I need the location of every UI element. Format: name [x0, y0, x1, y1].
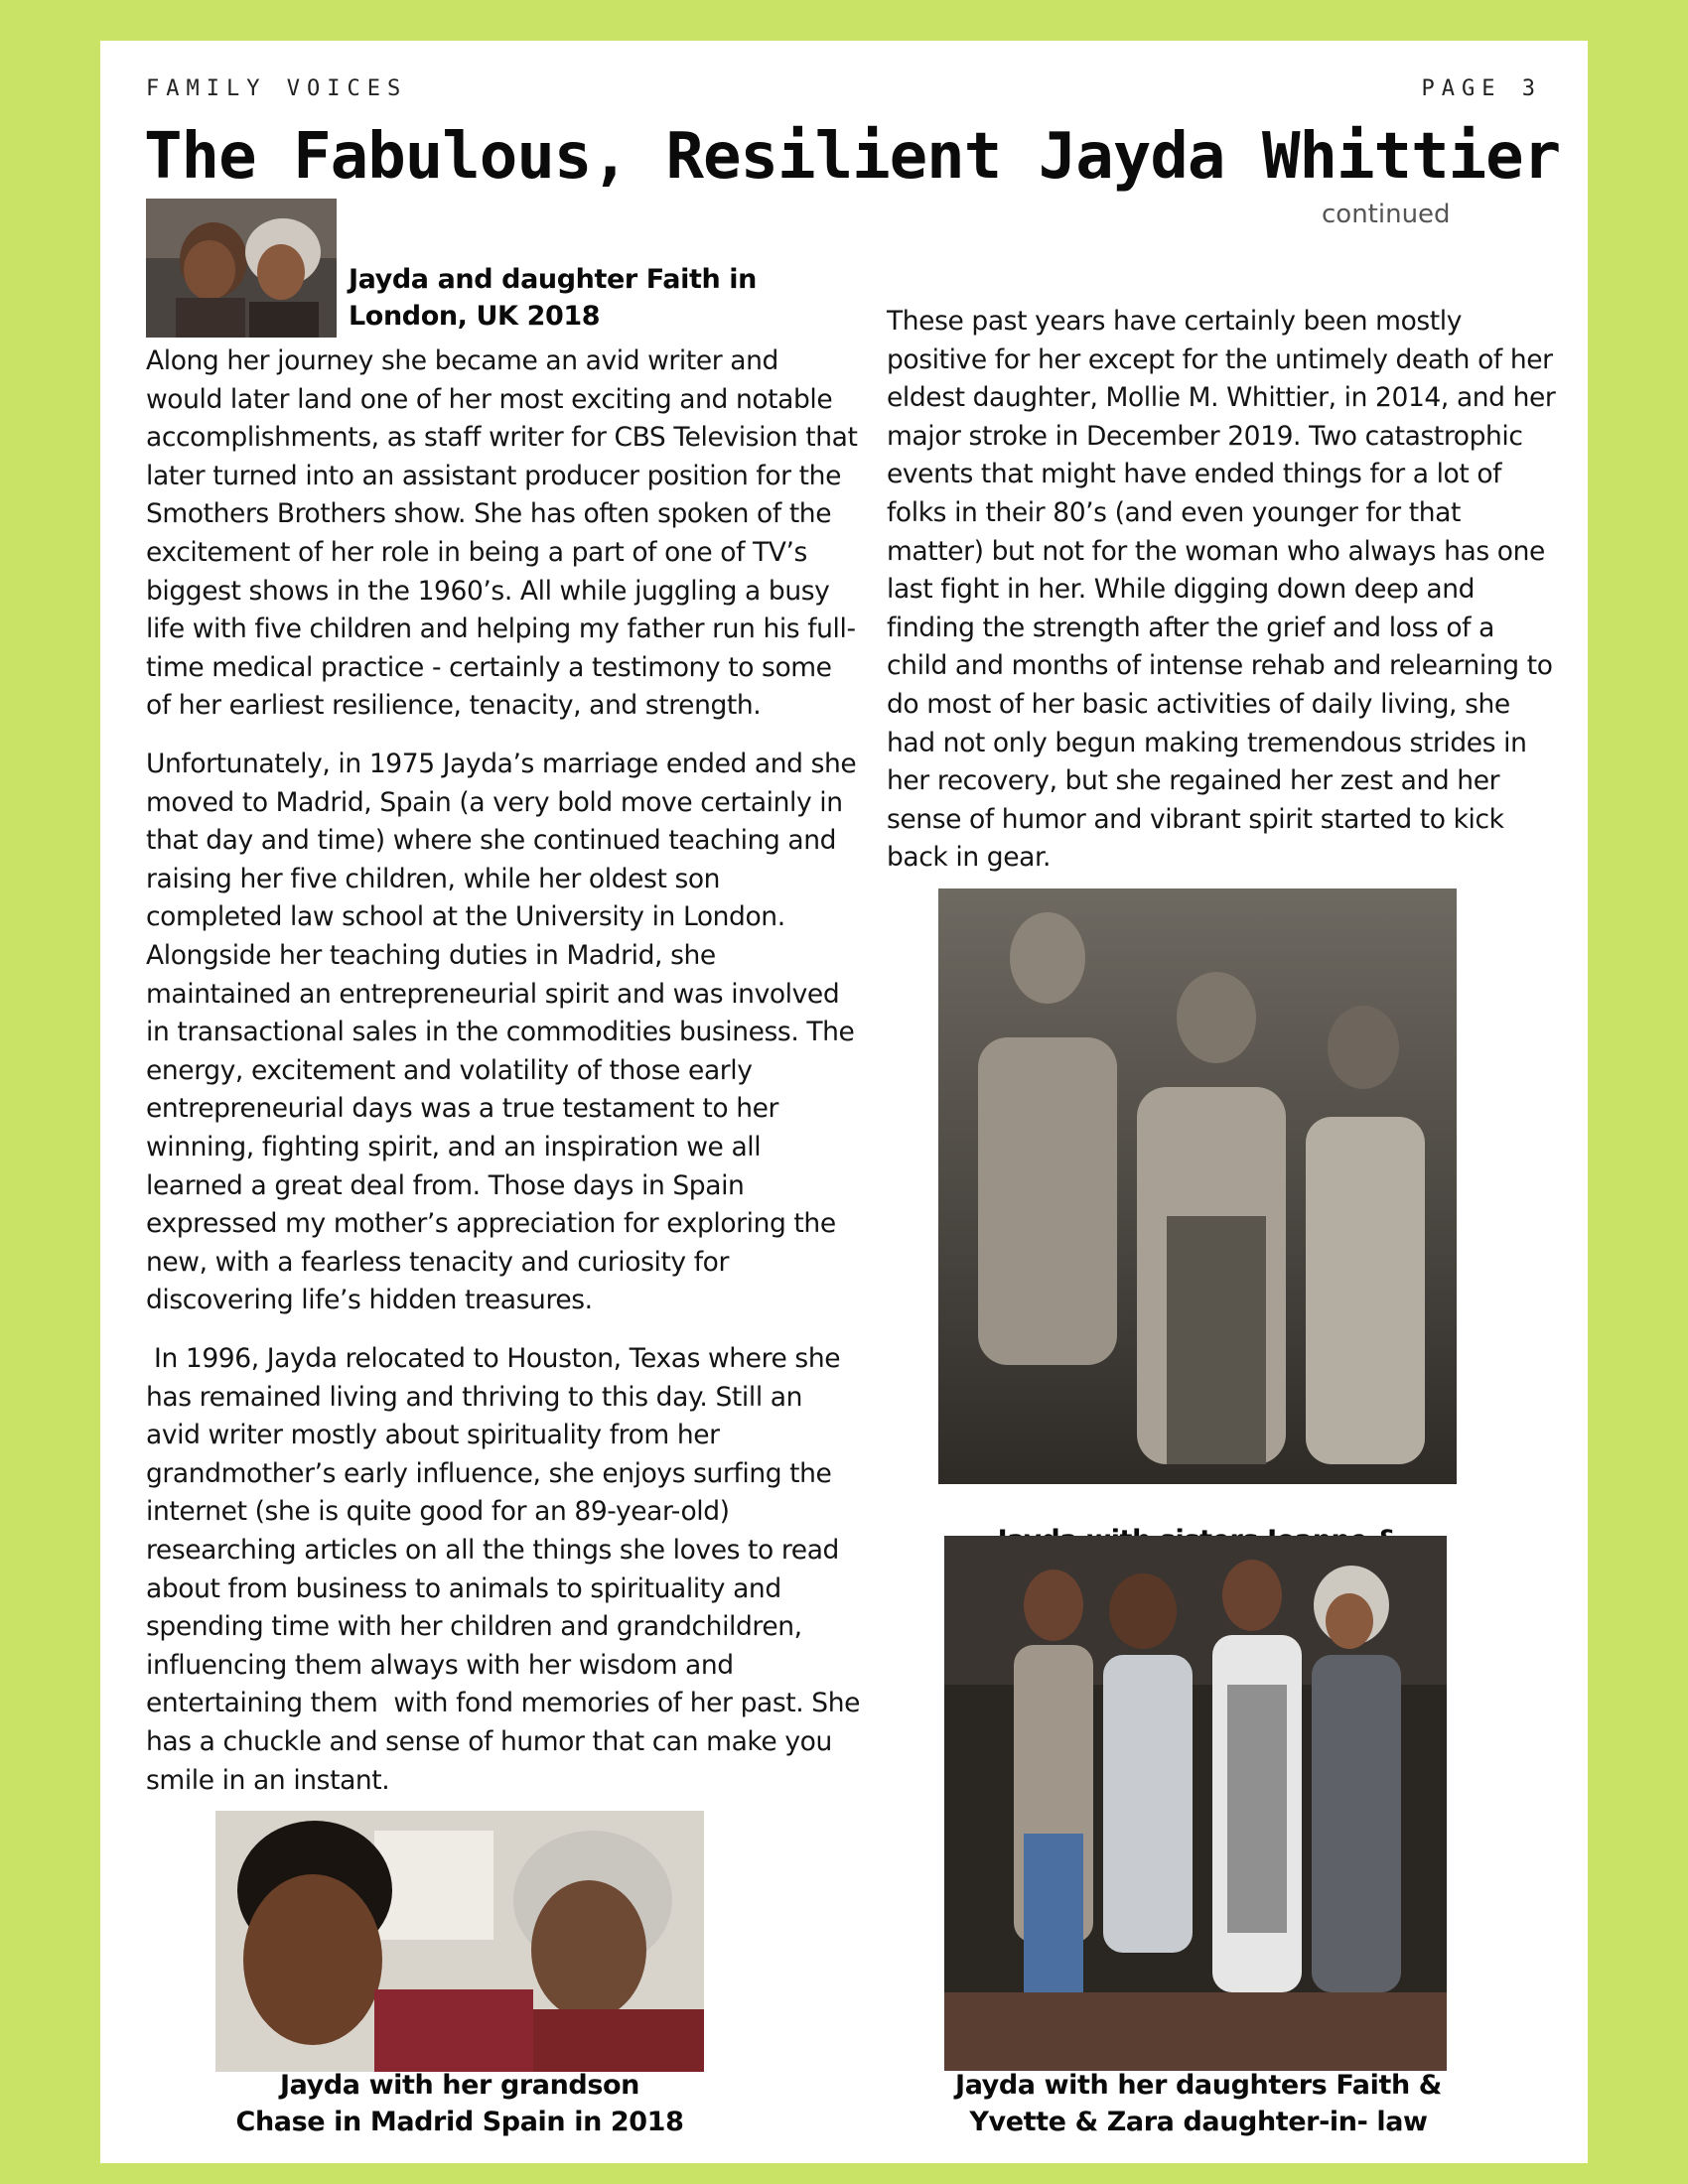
caption-daughters-line2: Yvette & Zara daughter-in- law	[969, 2107, 1428, 2137]
paragraph: In 1996, Jayda relocated to Houston, Texas where she has remained living and thriving to this day. Still an avid writer mostly about spirituality from her grandmother’s early influence, she enjoys surfing the internet (she is quite good for an 89-year-old) researching articles on all the things she loves to read about from business to animals to spirituality and spending time with her children and grandchildren, influencing them always with her wisdom and entertaining them with fond memories of her past. She has a chuckle and sense of humor that can make you smile in an instant.	[146, 1343, 869, 1796]
caption-grandson-line2: Chase in Madrid Spain in 2018	[235, 2107, 684, 2137]
right-column	[887, 303, 1562, 878]
caption-london	[349, 261, 757, 335]
continued-label: continued	[1322, 200, 1451, 229]
photo-grandson	[215, 1811, 704, 2072]
newsletter-name: FAMILY VOICES	[146, 76, 408, 101]
left-column-p3	[146, 1340, 869, 1800]
paragraph: These past years have certainly been mostly positive for her except for the untimely death of her eldest daughter, Mollie M. Whittier, in 2014, and her major stroke in December 2019. Two catastrophic events that might have ended things for a lot of folks in their 80’s (and even younger for that matter) but not for the woman who always has one last fight in her. While digging down deep and finding the strength after the grief and loss of a child and months of intense rehab and relearning to do most of her basic activities of daily living, she had not only begun making tremendous strides in her recovery, but she regained her zest and her sense of humor and vibrant spirit started to kick back in gear.	[887, 306, 1556, 874]
left-column-p1	[146, 342, 861, 726]
paragraph: Unfortunately, in 1975 Jayda’s marriage ended and she moved to Madrid, Spain (a very bold move certainly in that day and time) where she continued teaching and raising her five children, while her oldest son completed law school at the University in London. Alongside her teaching duties in Madrid, she maintained an entrepreneurial spirit and was involved in transactional sales in the commodities business. The energy, excitement and volatility of those early entrepreneurial days was a true testament to her winning, fighting spirit, and an inspiration we all learned a great deal from. Those days in Spain expressed my mother’s appreciation for exploring the new, with a fearless tenacity and curiosity for discovering life’s hidden treasures.	[146, 749, 857, 1316]
photo-daughters	[944, 1536, 1447, 2071]
caption-daughters-line1: Jayda with her daughters Faith &	[955, 2070, 1442, 2101]
caption-grandson	[176, 2067, 744, 2140]
paragraph: Along her journey she became an avid writer and would later land one of her most exciting and notable accomplishments, as staff writer for CBS Television that later turned into an assistant producer position for the Smothers Brothers show. She has often spoken of the excitement of her role in being a part of one of TV’s biggest shows in the 1960’s. All while juggling a busy life with five children and helping my father run his full-time medical practice - certainly a testimony to some of her earliest resilience, tenacity, and strength.	[146, 345, 858, 722]
left-column-p2	[146, 746, 861, 1320]
photo-london	[146, 199, 337, 338]
article-title: The Fabulous, Resilient Jayda Whittier	[144, 120, 1561, 194]
newsletter-page	[100, 41, 1588, 2163]
caption-daughters	[930, 2067, 1467, 2140]
page-number: PAGE 3	[1421, 76, 1542, 101]
caption-london-line2: London, UK 2018	[349, 301, 601, 332]
caption-grandson-line1: Jayda with her grandson	[279, 2070, 639, 2101]
photo-sisters	[938, 888, 1457, 1484]
caption-london-line1: Jayda and daughter Faith in	[349, 264, 757, 295]
